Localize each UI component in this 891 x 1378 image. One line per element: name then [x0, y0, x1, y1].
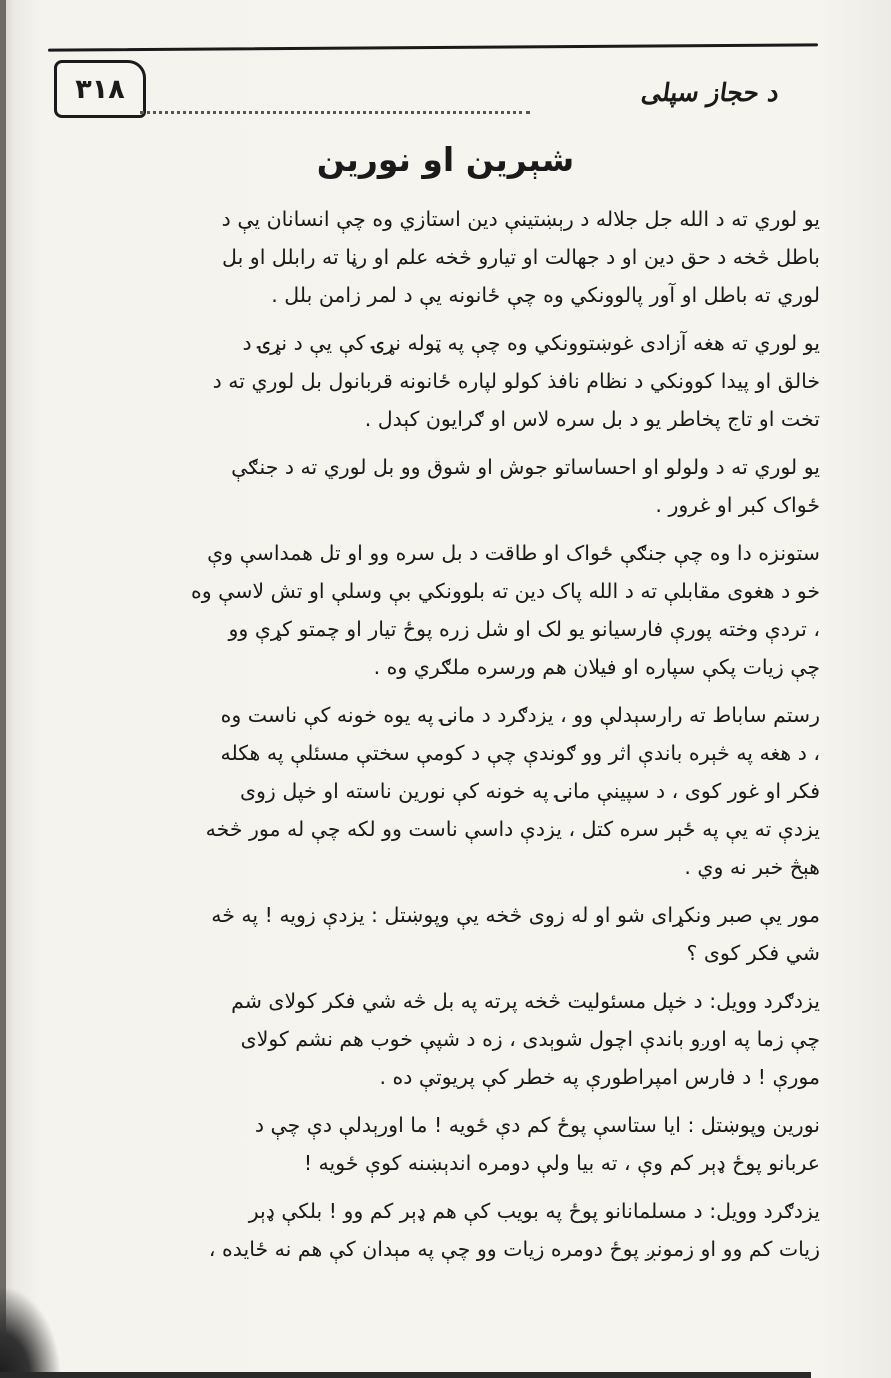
body-text [44, 200, 820, 1268]
text-line: یو لوري ته د ولولو او احساساتو جوش او شوق وو بل لوري ته د جنګې [231, 455, 820, 479]
text-line: هېڅ خبر نه وي . [684, 855, 820, 879]
paragraph [44, 324, 820, 438]
book-title: د حجاز سپلی [639, 78, 782, 107]
text-line: مورې ! د فارس امپراطورې په خطر کې پریوتې ده . [379, 1065, 820, 1089]
paragraph [44, 1106, 820, 1182]
text-line: یزدګرد وویل: د خپل مسئولیت څخه پرته په بل څه شي فکر کولای شم [231, 989, 820, 1013]
text-line: نورین وپوښتل : ایا ستاسې پوځ کم دې ځویه ! ما اورېدلې دې چې د [254, 1113, 820, 1137]
book-spine-edge [0, 0, 6, 1378]
page-number: ۳۱۸ [75, 73, 125, 105]
paragraph-gap [44, 314, 820, 324]
text-line: یزدګرد وویل: د مسلمانانو پوځ په بویب کې هم ډېر کم وو ! بلکې ډېر [248, 1199, 820, 1223]
text-line: چې زما په اوږو باندې اچول شوېدی ، زه د شپې خوب هم نشم کولای [240, 1027, 820, 1051]
paragraph-gap [44, 972, 820, 982]
text-line: لوري ته باطل او آور پالوونکي وه چې ځانونه یې د لمر زامن بلل . [271, 283, 820, 307]
text-line: ، د هغه په څېره باندې اثر وو ګوندې چې د کومې سختې مسئلې په هکله [220, 741, 820, 765]
text-line: ، تردې وخته پورې فارسیانو یو لک او شل زره پوځ تیار او چمتو کړې وو [228, 617, 820, 641]
text-line: چې زیات پکې سپاره او فیلان هم ورسره ملګري وه . [373, 655, 820, 679]
text-line: شي فکر کوی ؟ [686, 941, 820, 965]
corner-shadow [0, 1288, 60, 1378]
paragraph-gap [44, 1096, 820, 1106]
page-number-box [54, 60, 146, 118]
text-line: تخت او تاج پخاطر یو د بل سره لاس او ګرایون کېدل . [364, 407, 820, 431]
paragraph [44, 200, 820, 314]
paragraph-gap [44, 524, 820, 534]
paragraph-gap [44, 686, 820, 696]
text-line: باطل څخه د حق دین او د جهالت او تیارو څخه علم او رڼا ته رابلل او بل [222, 245, 820, 269]
text-line: یو لوري ته هغه آزادی غوښتوونکي وه چې په ټوله نړۍ کې یې د نړۍ د [242, 331, 820, 355]
text-line: رستم ساباط ته رارسېدلې وو ، یزدګرد د مانۍ په یوه خونه کې ناست وه [220, 703, 820, 727]
paragraph-gap [44, 438, 820, 448]
paragraph-gap [44, 1182, 820, 1192]
text-line: عربانو پوځ ډېر کم وې ، ته بیا ولې دومره اندېښنه کوې ځویه ! [303, 1151, 820, 1175]
paragraph [44, 448, 820, 524]
text-line: زیات کم وو او زمونږ پوځ دومره زیات وو چې په مېدان کې هم نه ځایده ، [208, 1237, 820, 1261]
header-dotted-rule [140, 111, 530, 114]
paragraph [44, 1192, 820, 1268]
text-line: فکر او غور کوی ، د سپینې مانۍ په خونه کې نورین ناسته او خپل زوی [239, 779, 820, 803]
text-line: ځواک کبر او غرور . [655, 493, 820, 517]
paragraph-gap [44, 886, 820, 896]
paragraph [44, 696, 820, 886]
chapter-title: شېرين او نورين [316, 140, 575, 179]
text-line: مور یې صبر ونکړای شو او له زوی څخه یې وپوښتل : یزدې زویه ! په څه [211, 903, 820, 927]
text-line: یزدې ته یې په ځېر سره کتل ، یزدې داسې ناست وو لکه چې له مور څخه [205, 817, 820, 841]
text-line: خو د هغوی مقابلې ته د الله پاک دین ته بلوونکي بې وسلې او تش لاسې وه [190, 579, 820, 603]
page-bottom-edge [0, 1372, 811, 1378]
text-line: ستونزه دا وه چې جنګې ځواک او طاقت د بل سره وو او تل همداسې وې [207, 541, 820, 565]
paragraph [44, 982, 820, 1096]
paragraph [44, 534, 820, 686]
paragraph [44, 896, 820, 972]
header-rule [48, 43, 818, 51]
text-line: یو لوري ته د الله جل جلاله د رېښتینې دین استازي وه چې انسانان یې د [221, 207, 820, 231]
text-line: خالق او پیدا کوونکي د نظام نافذ کولو لپاره ځانونه قربانول بل لوري ته د [212, 369, 820, 393]
